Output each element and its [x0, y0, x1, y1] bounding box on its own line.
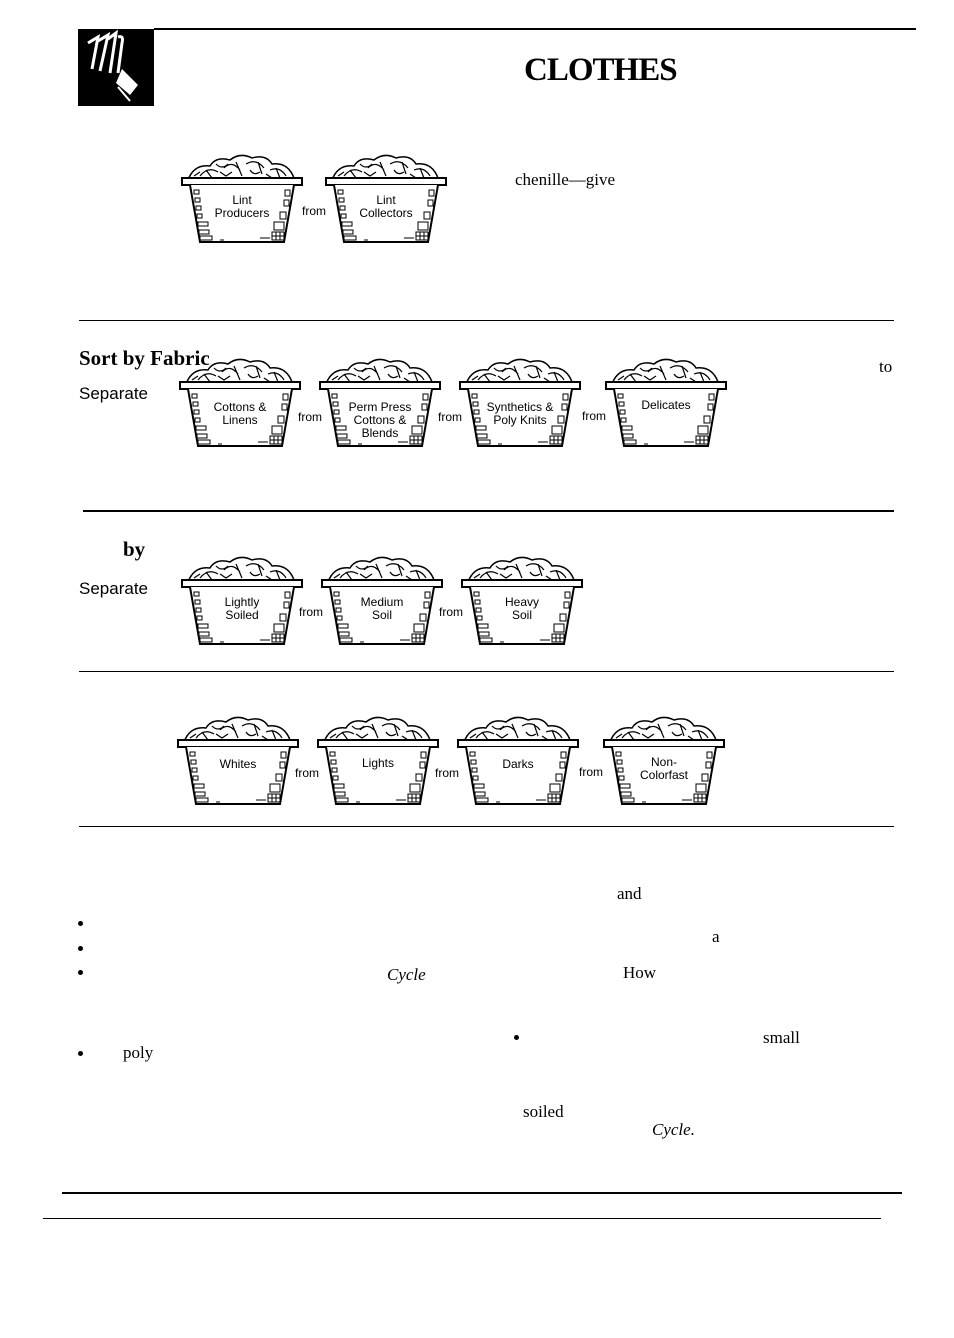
body-text-fragment: to [879, 357, 893, 376]
body-text-fragment: small [763, 1028, 800, 1047]
basket-delicates [604, 354, 728, 450]
body-text-fragment: a [712, 927, 720, 946]
section-divider [79, 320, 894, 321]
separate-label: Separate [79, 579, 148, 598]
basket-lights [316, 712, 440, 808]
section-heading-soil: by [123, 537, 146, 561]
from-connector: from [439, 605, 463, 619]
basket-label: Lint Producers [214, 193, 270, 220]
basket-label: Darks [502, 757, 534, 771]
basket-lint-collectors [324, 150, 448, 246]
basket-cottons-linens [178, 354, 302, 450]
basket-perm-press [318, 354, 442, 450]
from-connector: from [438, 410, 462, 424]
basket-non-colorfast [602, 712, 726, 808]
from-connector: from [435, 766, 459, 780]
body-text-fragment: soiled [523, 1102, 564, 1121]
basket-whites [176, 712, 300, 808]
hand-pointing-icon [78, 29, 154, 106]
section-divider [79, 826, 894, 827]
bullet [78, 921, 83, 926]
basket-label: Lint Collectors [359, 193, 413, 220]
basket-label: Lightly Soiled [224, 595, 260, 622]
basket-label: Synthetics & Poly Knits [486, 400, 554, 427]
body-text-fragment: and [617, 884, 642, 903]
basket-label: Heavy Soil [504, 595, 539, 622]
basket-label: Non- Colorfast [639, 755, 689, 782]
page-title: CLOTHES [524, 52, 677, 88]
bullet [78, 970, 83, 975]
basket-label: Lights [361, 756, 395, 770]
body-text-fragment: How [623, 963, 657, 982]
body-text-fragment: chenille—give [515, 170, 616, 189]
from-connector: from [582, 409, 606, 423]
bottom-rule [62, 1192, 902, 1194]
basket-lightly-soiled [180, 552, 304, 648]
from-connector: from [298, 410, 322, 424]
body-text-fragment: Cycle [387, 965, 426, 984]
body-text-fragment: poly [123, 1043, 154, 1062]
footer-rule [43, 1218, 881, 1219]
section-heading-fabric: Sort by Fabric [79, 346, 210, 370]
basket-medium-soil [320, 552, 444, 648]
basket-label: Medium Soil [360, 595, 404, 622]
bullet [514, 1035, 519, 1040]
separate-label: Separate [79, 384, 148, 403]
basket-synthetics [458, 354, 582, 450]
from-connector: from [295, 766, 319, 780]
bullet [78, 1051, 83, 1056]
basket-lint-producers [180, 150, 304, 246]
top-rule [154, 28, 916, 30]
basket-heavy-soil [460, 552, 584, 648]
basket-label: Delicates [641, 398, 691, 412]
section-divider [79, 671, 894, 672]
section-divider [83, 510, 894, 512]
from-connector: from [299, 605, 323, 619]
body-text-fragment: Cycle. [652, 1120, 695, 1139]
basket-label: Perm Press Cottons & Blends [348, 400, 412, 440]
from-connector: from [302, 204, 326, 218]
basket-darks [456, 712, 580, 808]
bullet [78, 946, 83, 951]
from-connector: from [579, 765, 603, 779]
basket-label: Whites [219, 757, 257, 771]
basket-label: Cottons & Linens [213, 400, 267, 427]
